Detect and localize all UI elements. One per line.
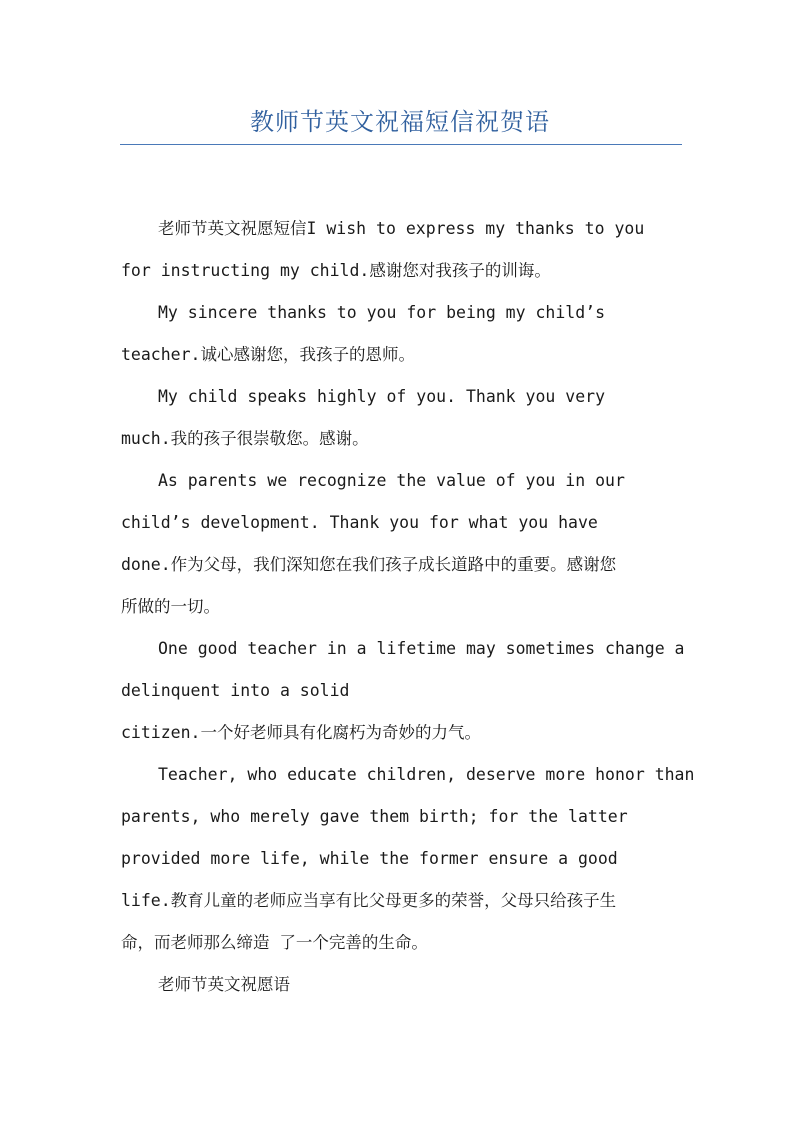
body-line: One good teacher in a lifetime may sometimes change a (158, 639, 685, 658)
body-line: child’s development. Thank you for what you have (121, 513, 598, 532)
body-line: 命，而老师那么缔造 了一个完善的生命。 (121, 933, 428, 952)
body-line: My child speaks highly of you. Thank you very (158, 387, 606, 406)
body-line: provided more life, while the former ensure a good (121, 849, 618, 868)
body-line: 老师节英文祝愿短信I wish to express my thanks to you (158, 219, 645, 238)
body-line: parents, who merely gave them birth; for the latter (121, 807, 628, 826)
body-line: 老师节英文祝愿语 (158, 975, 290, 994)
title-underline (120, 144, 682, 145)
body-line: As parents we recognize the value of you in our (158, 471, 625, 490)
body-line: done.作为父母，我们深知您在我们孩子成长道路中的重要。感谢您 (121, 555, 617, 574)
document-title: 教师节英文祝福短信祝贺语 (250, 108, 550, 136)
body-line: Teacher, who educate children, deserve more honor than (158, 765, 695, 784)
body-line: My sincere thanks to you for being my child’s (158, 303, 606, 322)
body-line: teacher.诚心感谢您，我孩子的恩师。 (121, 345, 415, 364)
body-line: delinquent into a solid (121, 681, 350, 700)
body-line: much.我的孩子很崇敬您。感谢。 (121, 429, 369, 448)
body-line: citizen.一个好老师具有化腐朽为奇妙的力气。 (121, 723, 481, 742)
body-line: life.教育儿童的老师应当享有比父母更多的荣誉，父母只给孩子生 (121, 891, 617, 910)
document-body (121, 208, 695, 1006)
body-line: 所做的一切。 (121, 597, 220, 616)
body-line: for instructing my child.感谢您对我孩子的训诲。 (121, 261, 551, 280)
